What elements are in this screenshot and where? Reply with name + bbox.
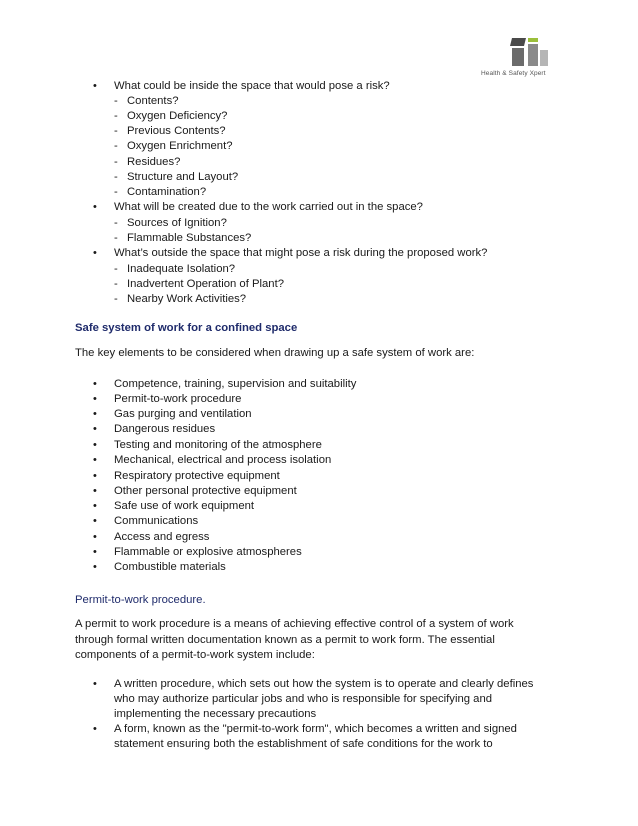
risk-item: Previous Contents? xyxy=(127,125,226,137)
safe-system-item: Access and egress xyxy=(114,531,210,543)
safe-system-item: Respiratory protective equipment xyxy=(114,470,280,482)
bullet: • xyxy=(93,378,97,390)
risk-item: Oxygen Enrichment? xyxy=(127,140,233,152)
risk-item: Flammable Substances? xyxy=(127,232,252,244)
risk-item: Residues? xyxy=(127,156,181,168)
safe-system-item: Combustible materials xyxy=(114,561,226,573)
dash: - xyxy=(114,110,118,122)
bullet: • xyxy=(93,531,97,543)
dash: - xyxy=(114,140,118,152)
risk-item: Oxygen Deficiency? xyxy=(127,110,228,122)
risk-question: What could be inside the space that would pose a risk? xyxy=(114,80,390,92)
safe-system-item: Permit-to-work procedure xyxy=(114,393,242,405)
bullet: • xyxy=(93,678,97,690)
safe-system-item: Testing and monitoring of the atmosphere xyxy=(114,439,322,451)
risk-item: Inadvertent Operation of Plant? xyxy=(127,278,285,290)
safe-system-intro: The key elements to be considered when drawing up a safe system of work are: xyxy=(75,347,475,359)
dash: - xyxy=(114,278,118,290)
safe-system-item: Gas purging and ventilation xyxy=(114,408,252,420)
risk-question: What’s outside the space that might pose a risk during the proposed work? xyxy=(114,247,488,259)
bullet: • xyxy=(93,546,97,558)
permit-paragraph-line: A permit to work procedure is a means of achieving effective control of a system of work xyxy=(75,618,514,630)
dash: - xyxy=(114,156,118,168)
bullet: • xyxy=(93,423,97,435)
safe-system-item: Flammable or explosive atmospheres xyxy=(114,546,302,558)
safe-system-item: Mechanical, electrical and process isolation xyxy=(114,454,332,466)
permit-bullet-line: implementing the necessary precautions xyxy=(114,708,317,720)
bullet: • xyxy=(93,408,97,420)
permit-bullet-line: statement ensuring both the establishment of safe conditions for the work to xyxy=(114,738,493,750)
risk-item: Sources of Ignition? xyxy=(127,217,227,229)
risk-item: Nearby Work Activities? xyxy=(127,293,247,305)
safe-system-item: Safe use of work equipment xyxy=(114,500,255,512)
permit-bullet-line: A form, known as the "permit-to-work form", which becomes a written and signed xyxy=(114,723,517,735)
bullet: • xyxy=(93,201,97,213)
bullet: • xyxy=(93,500,97,512)
dash: - xyxy=(114,293,118,305)
dash: - xyxy=(114,263,118,275)
bullet: • xyxy=(93,515,97,527)
bullet: • xyxy=(93,80,97,92)
risk-item: Contents? xyxy=(127,95,179,107)
risk-question: What will be created due to the work carried out in the space? xyxy=(114,201,423,213)
dash: - xyxy=(114,95,118,107)
section-heading-permit: Permit-to-work procedure. xyxy=(75,594,206,606)
dash: - xyxy=(114,232,118,244)
bullet: • xyxy=(93,561,97,573)
bullet: • xyxy=(93,247,97,259)
bullet: • xyxy=(93,439,97,451)
safe-system-item: Other personal protective equipment xyxy=(114,485,297,497)
permit-paragraph-line: through formal written documentation known as a permit to work form. The essential xyxy=(75,634,495,646)
bullet: • xyxy=(93,723,97,735)
permit-bullet-line: who may authorize particular jobs and who is responsible for specifying and xyxy=(114,693,493,705)
safe-system-item: Competence, training, supervision and suitability xyxy=(114,378,357,390)
permit-bullet-line: A written procedure, which sets out how the system is to operate and clearly defines xyxy=(114,678,534,690)
section-heading-safe-system: Safe system of work for a confined space xyxy=(75,322,298,334)
risk-item: Contamination? xyxy=(127,186,207,198)
dash: - xyxy=(114,186,118,198)
bullet: • xyxy=(93,485,97,497)
safe-system-item: Dangerous residues xyxy=(114,423,216,435)
dash: - xyxy=(114,125,118,137)
risk-item: Structure and Layout? xyxy=(127,171,239,183)
dash: - xyxy=(114,171,118,183)
bullet: • xyxy=(93,454,97,466)
safe-system-item: Communications xyxy=(114,515,199,527)
risk-item: Inadequate Isolation? xyxy=(127,263,236,275)
bullet: • xyxy=(93,393,97,405)
bullet: • xyxy=(93,470,97,482)
permit-paragraph-line: components of a permit-to-work system include: xyxy=(75,649,315,661)
dash: - xyxy=(114,217,118,229)
logo-text: Health & Safety Xpert xyxy=(481,70,546,77)
